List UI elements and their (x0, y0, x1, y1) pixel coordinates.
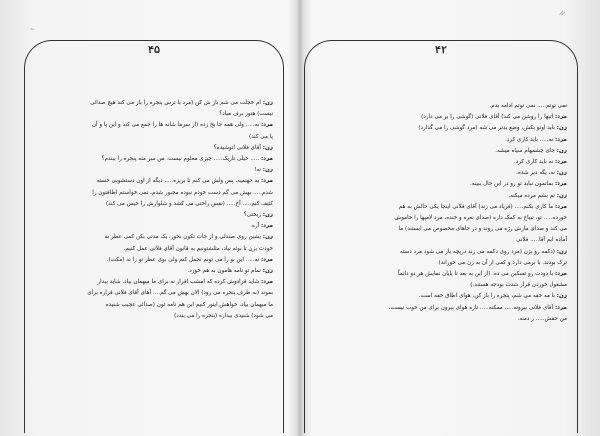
dialogue-text: مشغول خوردن قرار شدت بودجه هستند.) (470, 282, 567, 289)
speaker-label: مرد: (554, 203, 567, 210)
dialogue-text: جای چشمهام سیاه میشه. (495, 147, 555, 154)
dialogue-text: با مه خفه می شم، پنجره را باز کن، هوای اطاق خفه است. (418, 293, 555, 300)
text-line (315, 123, 567, 134)
text-line (315, 280, 567, 291)
speaker-label: زن: (556, 192, 567, 199)
dialogue-text: خودت بزن تا بوئه نیاد، مثلشتونیم به قانون آقای فلانی عمل کنیم. (123, 245, 273, 252)
dialogue-text: آقای فلانی بیرونه..... ممکنه..... تازه هوای بیرون برای من خوب نیست، (388, 304, 554, 311)
dialogue-text: می شود) شنیدی بیداره (پنجره را می بندد) (174, 312, 273, 319)
dialogue-text: بشین روی صندلی و از جات تکون نخور، یک مدتی بکن کمی عطر به (104, 234, 261, 241)
text-line (315, 291, 567, 302)
speaker-label: مرد: (554, 304, 567, 311)
dialogue-text: تم بشم مرده میکنه. (508, 192, 555, 199)
text-line (315, 112, 567, 123)
book-gutter (296, 0, 304, 436)
dialogue-text: ریختی؟ (243, 212, 261, 219)
text-line (35, 120, 273, 131)
text-line (35, 300, 273, 311)
dialogue-text: آره. (250, 223, 260, 230)
text-line (35, 221, 273, 232)
text-line (35, 232, 273, 243)
speaker-label: مرد: (554, 271, 567, 278)
text-line (315, 168, 567, 179)
text-line (35, 210, 273, 221)
scan-mark: ~ (30, 26, 36, 33)
speaker-label: زن: (262, 100, 273, 106)
text-line (35, 311, 273, 322)
speaker-label: زن: (556, 170, 567, 177)
dialogue-text: بموند (به طرف پنجره می رود) الان بهش می گم.... آهای آقای فلانی قراره برای (87, 290, 273, 297)
page-number: ۴۲ (434, 45, 448, 56)
text-line (315, 314, 567, 325)
dialogue-text: پا می کند) (249, 133, 273, 140)
text-line (315, 235, 567, 246)
dialogue-text: باید اونو بکش، وضع بدتر می شه (مرد گوشی را می گذارد) (418, 125, 555, 132)
text-line (35, 277, 273, 288)
speaker-label: زن: (556, 248, 567, 255)
dialogue-text: آقای فلانی انوشیده؟ (213, 144, 261, 151)
text-line (315, 303, 567, 314)
text-line (35, 98, 273, 109)
text-line (35, 132, 273, 143)
speaker-label: زن: (556, 293, 567, 300)
dialogue-text: شاید قرادوش کرده که امشب اقرار نه برای ما میهمان بیاد، شاید بیدار (97, 279, 260, 286)
dialogue-text: نه..... این بو را می تونم تحمل کنم ولی بوی عطر نو را نه (مکث). (106, 256, 260, 263)
speaker-label: مرد: (554, 114, 567, 121)
dialogue-text: آماده ایم آقا..... فلانی (516, 237, 567, 244)
dialogue-text: نیست) هنوز برف میاد؟ (219, 111, 273, 118)
dialogue-text: نه..... ولی همه جا یخ زده (از سرما شانه ها را جمع می کند و این پا و آن (91, 122, 260, 129)
text-line (35, 176, 273, 187)
text-line (35, 188, 273, 199)
speaker-label: زن: (262, 144, 273, 151)
dialogue-text: یه جهنمیه، پس ولش می کنم تا بریزه..... دیگه از اون دستشویی خسته (96, 178, 260, 185)
text-line (35, 266, 273, 277)
dialogue-text: من حقش..... ر دمنه. (517, 315, 567, 322)
speaker-label: زن: (262, 212, 273, 219)
text-line (315, 146, 567, 157)
text-line (35, 288, 273, 299)
speaker-label: مرد: (260, 178, 273, 185)
dialogue-text: بمانمون نباید تو رو در این حال ببینه. (469, 181, 554, 188)
dialogue-text: نمی توتم..... نمی توتم ادامه بدم. (489, 103, 567, 109)
text-line (315, 247, 567, 258)
speaker-label: مرد: (260, 279, 273, 286)
speaker-label: مرد: (554, 181, 567, 188)
speaker-label: مرد: (260, 256, 273, 263)
scan-mark: // (558, 9, 566, 18)
text-line (315, 101, 567, 112)
dialogue-text: کثیف کنم..... آخ..... (نفس راحتی می کشد و شلوارش را خیس می کند) (105, 200, 273, 207)
text-line (35, 143, 273, 154)
text-line (35, 109, 273, 120)
text-line (35, 199, 273, 210)
speaker-label: مرد: (554, 136, 567, 143)
text-line (35, 154, 273, 165)
speaker-label: زن: (262, 234, 273, 241)
left-page (24, 40, 284, 433)
text-line (315, 269, 567, 280)
speaker-label: زن: (262, 268, 273, 275)
dialogue-text: نه باید کاری کرد. (514, 159, 554, 166)
text-line (315, 202, 567, 213)
dialogue-text: می کند و صدای مارش رژه می روند و در جاهای مخصوص می ایستند) ما (398, 226, 567, 233)
dialogue-text: ما کاری بکنم..... (فریاد می زند) آقای فلانی اینجا یکی حالش به هم (398, 203, 554, 210)
dialogue-text: ام خجلت می شم باز ش کن (مرد با ترس پنجره را باز می کند هیچ صدائی (90, 100, 261, 106)
dialogue-text: شدم..... بهش می گم دست خودم نبوده مجبور شدم، نمی خواستم اطاقتون را (92, 189, 273, 196)
text-line (35, 244, 273, 255)
speaker-label: مرد: (260, 122, 273, 129)
speaker-label: زن: (262, 167, 273, 174)
speaker-label: زن: (556, 147, 567, 154)
text-line (315, 258, 567, 269)
speaker-label: مرد: (260, 223, 273, 230)
dialogue-text: نه، یگه دیر شده. (516, 170, 555, 177)
dialogue-text: (دکمه رو بزن (مرد روی دکمه می زند درپچه باز می شود مرد دسته (399, 248, 555, 255)
dialogue-text: ترک بودند. با برمی دارد و کمی از آن به زن می خوراند) (438, 259, 567, 266)
dialogue-text: نه..... باید کاری کرد. (505, 136, 554, 143)
dialogue-text: اتیها را روشن می کند) آقای فلانی (گوشی را بر می دارد) (421, 114, 554, 121)
text-line (315, 157, 567, 168)
page-number: ۴۵ (147, 45, 161, 56)
text-line (315, 191, 567, 202)
dialogue-text: خورده..... تو، تبیاح به کمک داره (صدای نعره و خنده، مرد لامپها را خاموش (394, 215, 567, 222)
dialogue-text: تمام تو نامه هامون به هم خورد. (187, 268, 261, 275)
dialogue-text: با دودت رو تسکین می ده. (از این به بعد تا پایان نمایش هر دو دائماً (398, 271, 554, 278)
text-line (315, 213, 567, 224)
text-line (315, 224, 567, 235)
speaker-label: زن: (556, 125, 567, 132)
speaker-label: مرد: (260, 156, 273, 163)
dialogue-text: ..... خیلی تاریک..... چیزی معلوم نیست. من سر منه پنجره را ببندم؟ (101, 156, 260, 163)
dialogue-text: ما میهمان بیاد، خواهش اینور کنیم این هم نامه تون (صدائی عجیب شنیده (105, 301, 273, 308)
page-text (35, 98, 273, 322)
text-line (315, 179, 567, 190)
text-line (35, 255, 273, 266)
page-text (315, 101, 567, 325)
text-line (35, 165, 273, 176)
speaker-label: مرد: (554, 159, 567, 166)
dialogue-text: نه! (254, 167, 261, 174)
right-page (304, 40, 578, 433)
text-line (315, 135, 567, 146)
